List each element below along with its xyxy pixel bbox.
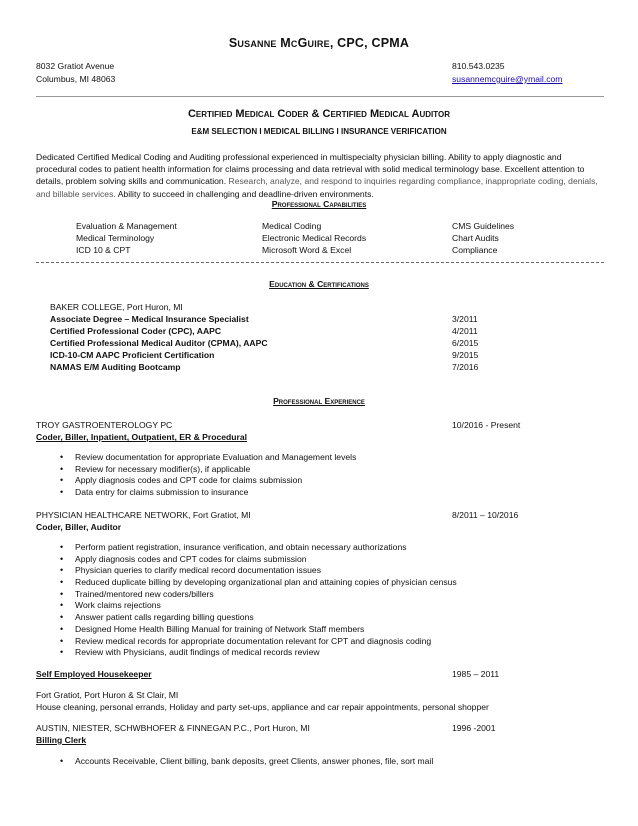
list-item: • Physician queries to clarify medical record documentation issues bbox=[36, 565, 606, 577]
summary-text-2: Research, analyze, and respond to inquiries regarding compliance, inappropriate coding, denials, and billable services. bbox=[36, 176, 598, 199]
list-item: • Apply diagnosis codes and CPT codes for claims submission bbox=[36, 554, 606, 566]
list-item: • Reduced duplicate billing by developing organizational plan and attaining copies of physician census bbox=[36, 577, 606, 589]
education-item: Certified Professional Medical Auditor (CPMA), AAPC bbox=[50, 338, 268, 348]
section-divider bbox=[36, 262, 604, 263]
job-duties-list bbox=[36, 756, 606, 768]
job-role: Coder, Biller, Auditor bbox=[36, 522, 122, 532]
employment-dates: 1985 – 2011 bbox=[452, 669, 500, 679]
job-role: Self Employed Housekeeper bbox=[36, 669, 152, 679]
education-date: 4/2011 bbox=[452, 326, 478, 336]
summary-text-1: Dedicated Certified Medical Coding and Auditing professional experienced in multispecialty physician billing. Ability to apply diagnostic and procedural codes to patient health information for claims processing and data retrieval with solid medical terminology base. Excellent attention to details, problem solving skills and communication. bbox=[36, 152, 585, 187]
list-item: • Work claims rejections bbox=[36, 600, 606, 612]
education-date: 7/2016 bbox=[452, 362, 479, 372]
job-description: House cleaning, personal errands, Holiday and party set-ups, appliance and car repair appointments, personal shopper bbox=[36, 702, 489, 712]
list-item: • Review medical records for appropriate documentation relevant for CPT and diagnosis coding bbox=[36, 636, 606, 648]
employment-dates: 10/2016 - Present bbox=[452, 420, 521, 430]
list-item: • Trained/mentored new coders/billers bbox=[36, 589, 606, 601]
list-item: • Review with Physicians, audit findings of medical records review bbox=[36, 647, 606, 659]
education-heading: Education & Certifications bbox=[269, 279, 369, 289]
education-date: 9/2015 bbox=[452, 350, 479, 360]
job-role: Billing Clerk bbox=[36, 735, 87, 745]
header-divider bbox=[36, 96, 604, 97]
phone-number: 810.543.0235 bbox=[452, 61, 505, 71]
employment-dates: 1996 -2001 bbox=[452, 723, 496, 733]
headline-title: Certified Medical Coder & Certified Medical Auditor bbox=[187, 108, 451, 120]
job-location: Fort Gratiot, Port Huron & St Clair, MI bbox=[36, 690, 179, 700]
address-line1: 8032 Gratiot Avenue bbox=[36, 61, 115, 71]
education-item: Certified Professional Coder (CPC), AAPC bbox=[50, 326, 222, 336]
education-item: Associate Degree – Medical Insurance Specialist bbox=[50, 314, 249, 324]
summary-text-3: Ability to succeed in challenging and deadline-driven environments. bbox=[117, 188, 374, 199]
job-duties-list bbox=[36, 542, 606, 659]
capability-item: CMS Guidelines bbox=[452, 221, 515, 231]
employer-name: PHYSICIAN HEALTHCARE NETWORK, Fort Gratiot, MI bbox=[36, 510, 251, 520]
employer-name: TROY GASTROENTEROLOGY PC bbox=[36, 420, 173, 430]
list-item: • Data entry for claims submission to insurance bbox=[36, 487, 606, 499]
job-role: Coder, Biller, Inpatient, Outpatient, ER & Procedural bbox=[36, 432, 248, 442]
capability-item: Medical Terminology bbox=[76, 233, 155, 243]
education-date: 3/2011 bbox=[452, 314, 478, 324]
job-duties-list bbox=[36, 452, 606, 499]
capability-item: Chart Audits bbox=[452, 233, 499, 243]
experience-heading: Professional Experience bbox=[273, 396, 365, 406]
employer-name: AUSTIN, NIESTER, SCHWBHOFER & FINNEGAN P.C., Port Huron, MI bbox=[36, 723, 310, 733]
list-item: • Accounts Receivable, Client billing, bank deposits, greet Clients, answer phones, file, sort mail bbox=[36, 756, 606, 768]
education-item: NAMAS E/M Auditing Bootcamp bbox=[50, 362, 181, 372]
email-link[interactable]: susannemcguire@ymail.com bbox=[452, 74, 563, 84]
list-item: • Answer patient calls regarding billing questions bbox=[36, 612, 606, 624]
list-item: • Designed Home Health Billing Manual for training of Network Staff members bbox=[36, 624, 606, 636]
list-item: • Review documentation for appropriate Evaluation and Management levels bbox=[36, 452, 606, 464]
education-item: ICD-10-CM AAPC Proficient Certification bbox=[50, 350, 215, 360]
capability-item: Medical Coding bbox=[262, 221, 322, 231]
capability-item: Microsoft Word & Excel bbox=[262, 245, 352, 255]
education-date: 6/2015 bbox=[452, 338, 479, 348]
address-line2: Columbus, MI 48063 bbox=[36, 74, 116, 84]
capability-item: Electronic Medical Records bbox=[262, 233, 367, 243]
list-item: • Perform patient registration, insurance verification, and obtain necessary authorizations bbox=[36, 542, 606, 554]
list-item: • Review for necessary modifier(s), if applicable bbox=[36, 464, 606, 476]
candidate-name: Susanne McGuire, CPC, CPMA bbox=[228, 36, 410, 50]
capability-item: ICD 10 & CPT bbox=[76, 245, 131, 255]
capability-item: Evaluation & Management bbox=[76, 221, 177, 231]
headline-subtitle: E&M SELECTION I MEDICAL BILLING I INSURANCE VERIFICATION bbox=[191, 127, 447, 136]
employment-dates: 8/2011 – 10/2016 bbox=[452, 510, 519, 520]
summary-paragraph bbox=[36, 151, 602, 200]
school-name: BAKER COLLEGE, Port Huron, MI bbox=[50, 302, 183, 312]
capabilities-heading: Professional Capabilities bbox=[271, 199, 367, 209]
list-item: • Apply diagnosis codes and CPT code for claims submission bbox=[36, 475, 606, 487]
capability-item: Compliance bbox=[452, 245, 498, 255]
